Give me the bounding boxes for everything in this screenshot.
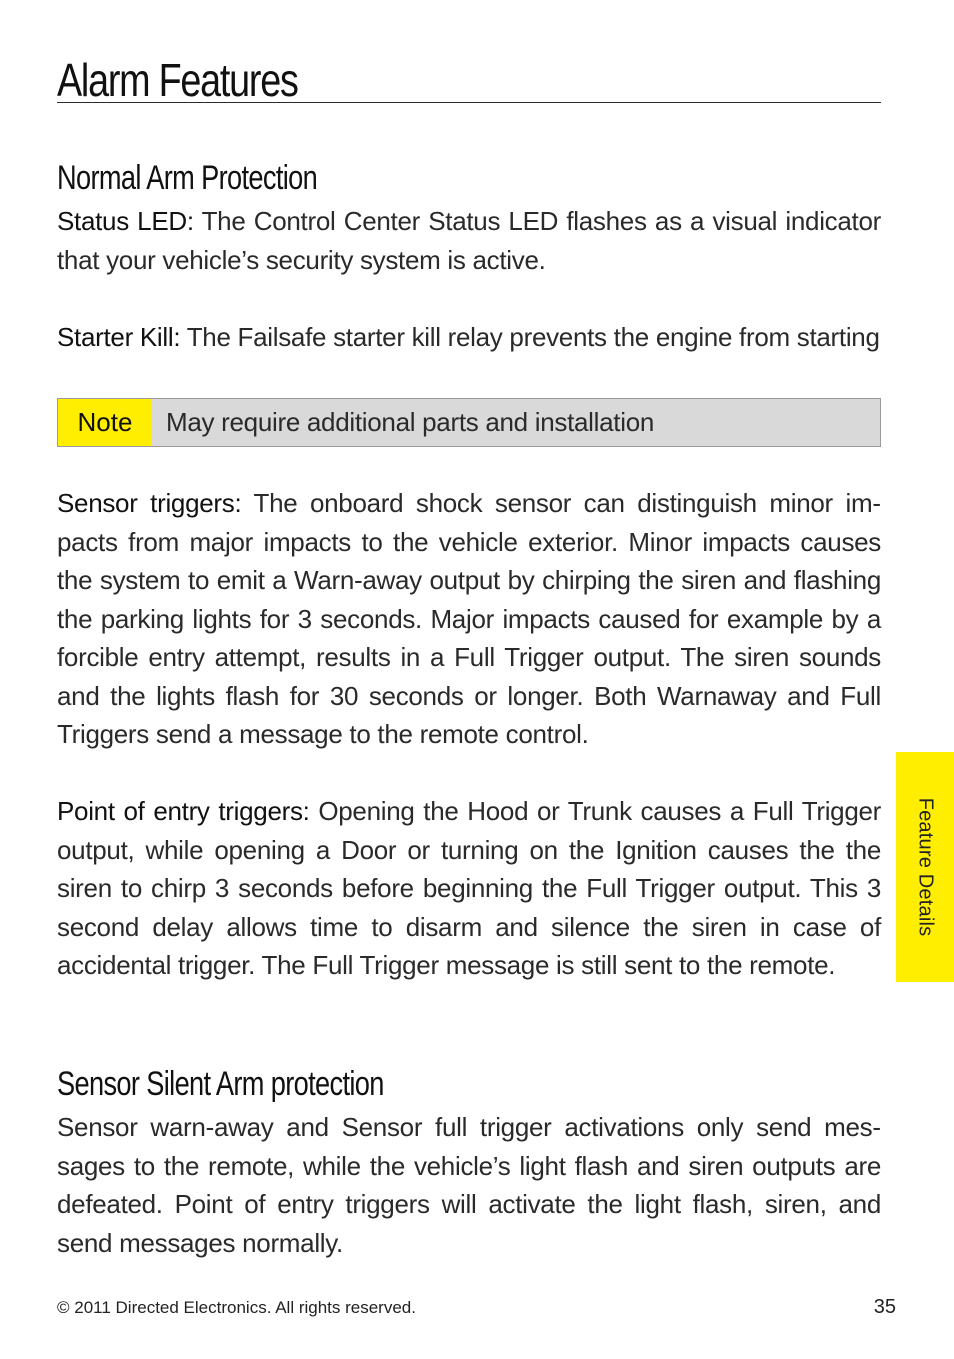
section-heading-silent-arm: Sensor Silent Arm protection <box>57 1065 384 1103</box>
starter-kill-text: The Failsafe starter kill relay prevents the engine from starting <box>180 322 880 352</box>
point-of-entry-label: Point of entry triggers: <box>57 796 310 826</box>
point-of-entry-text: Opening the Hood or Trunk causes a Full Trigger output, while opening a Door or turning on the Ignition causes the the siren to chirp 3 seconds before beginning the Full Trigger output. This 3 second delay allows time to disarm and silence the siren in case of accidental trigger. The Full Trigger message is still sent to the remote. <box>57 796 882 980</box>
point-of-entry-paragraph <box>57 792 881 985</box>
sensor-triggers-label: Sensor triggers: <box>57 488 242 518</box>
starter-kill-label: Starter Kill: <box>57 322 181 352</box>
sensor-triggers-paragraph <box>57 484 881 754</box>
page-title: Alarm Features <box>57 54 298 106</box>
side-tab <box>896 752 954 982</box>
page-number: 35 <box>873 1296 896 1318</box>
note-box <box>57 398 881 447</box>
page-title-block <box>57 52 881 106</box>
status-led-label: Status LED: <box>57 206 194 236</box>
silent-arm-paragraph: Sensor warn-away and Sensor full trigger activations only send messages to the remote, while the vehicle’s light flash and siren outputs are defeated. Point of entry triggers will activate the light flash, siren, and send messages normally. <box>57 1112 881 1258</box>
starter-kill-paragraph <box>57 318 881 357</box>
status-led-paragraph <box>57 202 881 279</box>
note-label: Note <box>58 399 152 446</box>
sensor-triggers-text: The onboard shock sensor can distinguish minor impacts from major impacts to the vehicle exterior. Minor impacts causes the system to emit a Warn-away output by chirping the siren and flashing the parking lights for 3 seconds. Major impacts caused for example by a forcible entry attempt, results in a Full Trigger output. The siren sounds and the lights flash for 30 seconds or longer. Both Warnaway and Full Triggers send a message to the remote control. <box>57 488 882 749</box>
note-text: May require additional parts and installation <box>166 407 655 437</box>
section-heading-normal-arm: Normal Arm Protection <box>57 159 318 197</box>
status-led-text: The Control Center Status LED flashes as a visual indicator that your vehicle’s security system is active. <box>57 206 881 275</box>
footer-copyright: © 2011 Directed Electronics. All rights reserved. <box>57 1298 416 1317</box>
side-tab-label: Feature Details <box>914 797 937 937</box>
